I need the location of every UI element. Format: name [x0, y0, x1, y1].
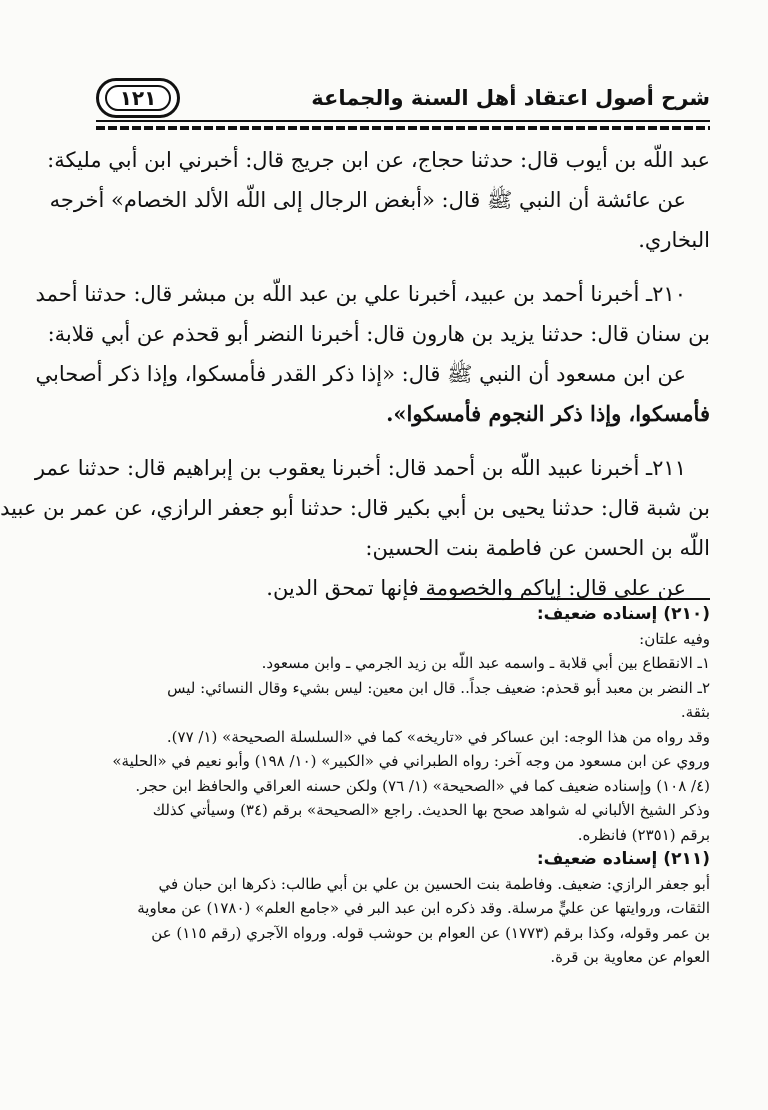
footnote-line: برقم (٢٣٥١) فانظره. — [577, 825, 710, 844]
footnote-line: وروي عن ابن مسعود من وجه آخر: رواه الطبراني في «الكبير» (١٠/ ١٩٨) وأبو نعيم في «الحلية» — [112, 752, 710, 770]
main-text — [0, 140, 710, 608]
text-line: عن عائشة أن النبي ﷺ قال: «أبغض الرجال إلى اللّه الألد الخصام» أخرجه — [49, 188, 686, 212]
footnote-line: وقد رواه من هذا الوجه: ابن عساكر في «تاريخه» كما في «السلسلة الصحيحة» (١/ ٧٧). — [166, 727, 710, 746]
text-line: البخاري. — [638, 228, 710, 252]
page-number: ١٢١ — [105, 85, 171, 111]
footnote-line: (٤/ ١٠٨) وإسناده ضعيف كما في «الصحيحة» (١/ ٧٦) ولكن حسنه العراقي والحافظ ابن حجر. — [135, 776, 710, 795]
text-line: ٢١٠ـ أخبرنا أحمد بن عبيد، أخبرنا علي بن عبد اللّه بن مبشر قال: حدثنا أحمد — [35, 282, 686, 306]
page-number-badge — [96, 78, 180, 118]
paragraph-209-continued — [47, 140, 710, 260]
footnote-line: بثقة. — [680, 703, 710, 721]
text-line: ٢١١ـ أخبرنا عبيد اللّه بن أحمد قال: أخبرنا يعقوب بن إبراهيم قال: حدثنا عمر — [34, 456, 686, 480]
footnote-line: وذكر الشيخ الألباني له شواهد صحح بها الحديث. راجع «الصحيحة» برقم (٣٤) وسيأتي كذلك — [152, 801, 710, 819]
paragraph-210 — [35, 274, 710, 434]
text-line: عن ابن مسعود أن النبي ﷺ قال: «إذا ذكر القدر فأمسكوا، وإذا ذكر أصحابي — [35, 362, 686, 386]
text-line: فأمسكوا، وإذا ذكر النجوم فأمسكوا». — [386, 401, 710, 426]
footnote-line: الثقات، وروايتها عن عليٍّ مرسلة. وقد ذكره ابن عبد البر في «جامع العلم» (١٧٨٠) عن معاوية — [137, 899, 710, 917]
running-title: شرح أصول اعتقاد أهل السنة والجماعة — [311, 86, 710, 110]
text-line: بن سنان قال: حدثنا يزيد بن هارون قال: أخبرنا النضر أبو قحذم عن أبي قلابة: — [47, 322, 710, 346]
header-rule — [96, 120, 710, 132]
footnote-line: وفيه علتان: — [639, 629, 710, 648]
text-line: اللّه بن الحسن عن فاطمة بنت الحسين: — [365, 536, 710, 560]
text-line: عن علي قال: إياكم والخصومة فإنها تمحق الدين. — [266, 576, 686, 600]
text-line: عبد اللّه بن أيوب قال: حدثنا حجاج، عن ابن جريج قال: أخبرني ابن أبي مليكة: — [47, 148, 710, 172]
footnote-line: العوام عن معاوية بن قرة. — [550, 948, 710, 966]
page-header — [96, 74, 710, 116]
footnote-line: ١ـ الانقطاع بين أبي قلابة ـ واسمه عبد اللّه بن زيد الجرمي ـ وابن مسعود. — [261, 654, 710, 672]
footnote-line: ٢ـ النضر بن معبد أبو قحذم: ضعيف جداً.. قال ابن معين: ليس بشيء وقال النسائي: ليس — [167, 678, 710, 697]
footnote-211-heading: (٢١١) إسناده ضعيف: — [536, 849, 710, 869]
footnote-line: أبو جعفر الرازي: ضعيف. وفاطمة بنت الحسين بن علي بن أبي طالب: ذكرها ابن حبان في — [158, 874, 710, 893]
paragraph-211 — [0, 448, 710, 608]
header-dashed-rule — [96, 126, 710, 130]
footnote-line: بن عمر وقوله، وكذا برقم (١٧٧٣) عن العوام بن حوشب قوله. ورواه الآجري (رقم ١١٥) عن — [151, 923, 710, 942]
text-line: بن شبة قال: حدثنا يحيى بن أبي بكير قال: حدثنا أبو جعفر الرازي، عن عمر بن عبيد — [0, 496, 710, 520]
footnote-210-heading: (٢١٠) إسناده ضعيف: — [536, 604, 710, 624]
footnotes — [72, 602, 710, 970]
footnote-separator — [420, 598, 710, 600]
